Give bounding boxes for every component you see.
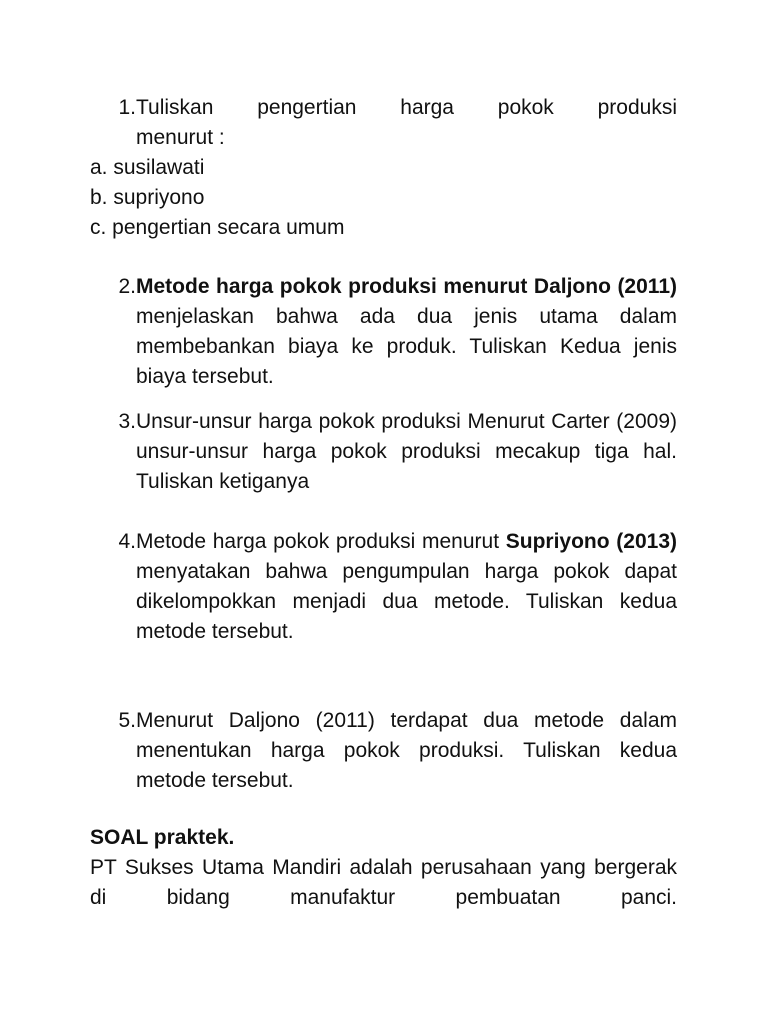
- question-4-rest: menyatakan bahwa pengumpulan harga pokok dapat dikelompokkan menjadi dua metode. Tuliskan kedua metode tersebut.: [136, 560, 677, 643]
- question-number: 2.: [118, 275, 136, 298]
- question-3: [110, 407, 677, 497]
- question-4-pre: Metode harga pokok produksi menurut: [136, 530, 506, 553]
- question-1-line-2: menurut :: [136, 126, 225, 149]
- section-title: SOAL praktek.: [90, 826, 235, 849]
- sub-item-c: c. pengertian secara umum: [90, 216, 345, 239]
- question-5: [110, 706, 677, 796]
- question-1-line-1: Tuliskan pengertian harga pokok produksi: [136, 96, 677, 119]
- question-1: [110, 93, 677, 153]
- sub-item-a: a. susilawati: [90, 156, 205, 179]
- case-paragraph: PT Sukses Utama Mandiri adalah perusahaan yang bergerak di bidang manufaktur pembuatan panci.: [90, 856, 677, 909]
- question-text: [136, 93, 677, 153]
- question-4: [110, 527, 677, 647]
- question-2: [110, 272, 677, 392]
- question-text: Menurut Daljono (2011) terdapat dua metode dalam menentukan harga pokok produksi. Tuliskan kedua metode tersebut.: [136, 709, 677, 792]
- question-text: [136, 272, 677, 392]
- question-number: 4.: [118, 530, 136, 553]
- sub-item-b: b. supriyono: [90, 186, 205, 209]
- question-text: [136, 527, 677, 647]
- question-4-bold-source: Supriyono (2013): [505, 530, 677, 553]
- sub-item-list: [90, 153, 490, 243]
- question-number: 1.: [118, 96, 136, 119]
- question-2-bold-source: Metode harga pokok produksi menurut Daljono (2011): [136, 275, 677, 298]
- question-text: Unsur-unsur harga pokok produksi Menurut Carter (2009) unsur-unsur harga pokok produksi mecakup tiga hal. Tuliskan ketiganya: [136, 410, 677, 493]
- question-2-rest: menjelaskan bahwa ada dua jenis utama dalam membebankan biaya ke produk. Tuliskan Kedua jenis biaya tersebut.: [136, 305, 677, 388]
- question-number: 5.: [118, 709, 136, 732]
- question-number: 3.: [118, 410, 136, 433]
